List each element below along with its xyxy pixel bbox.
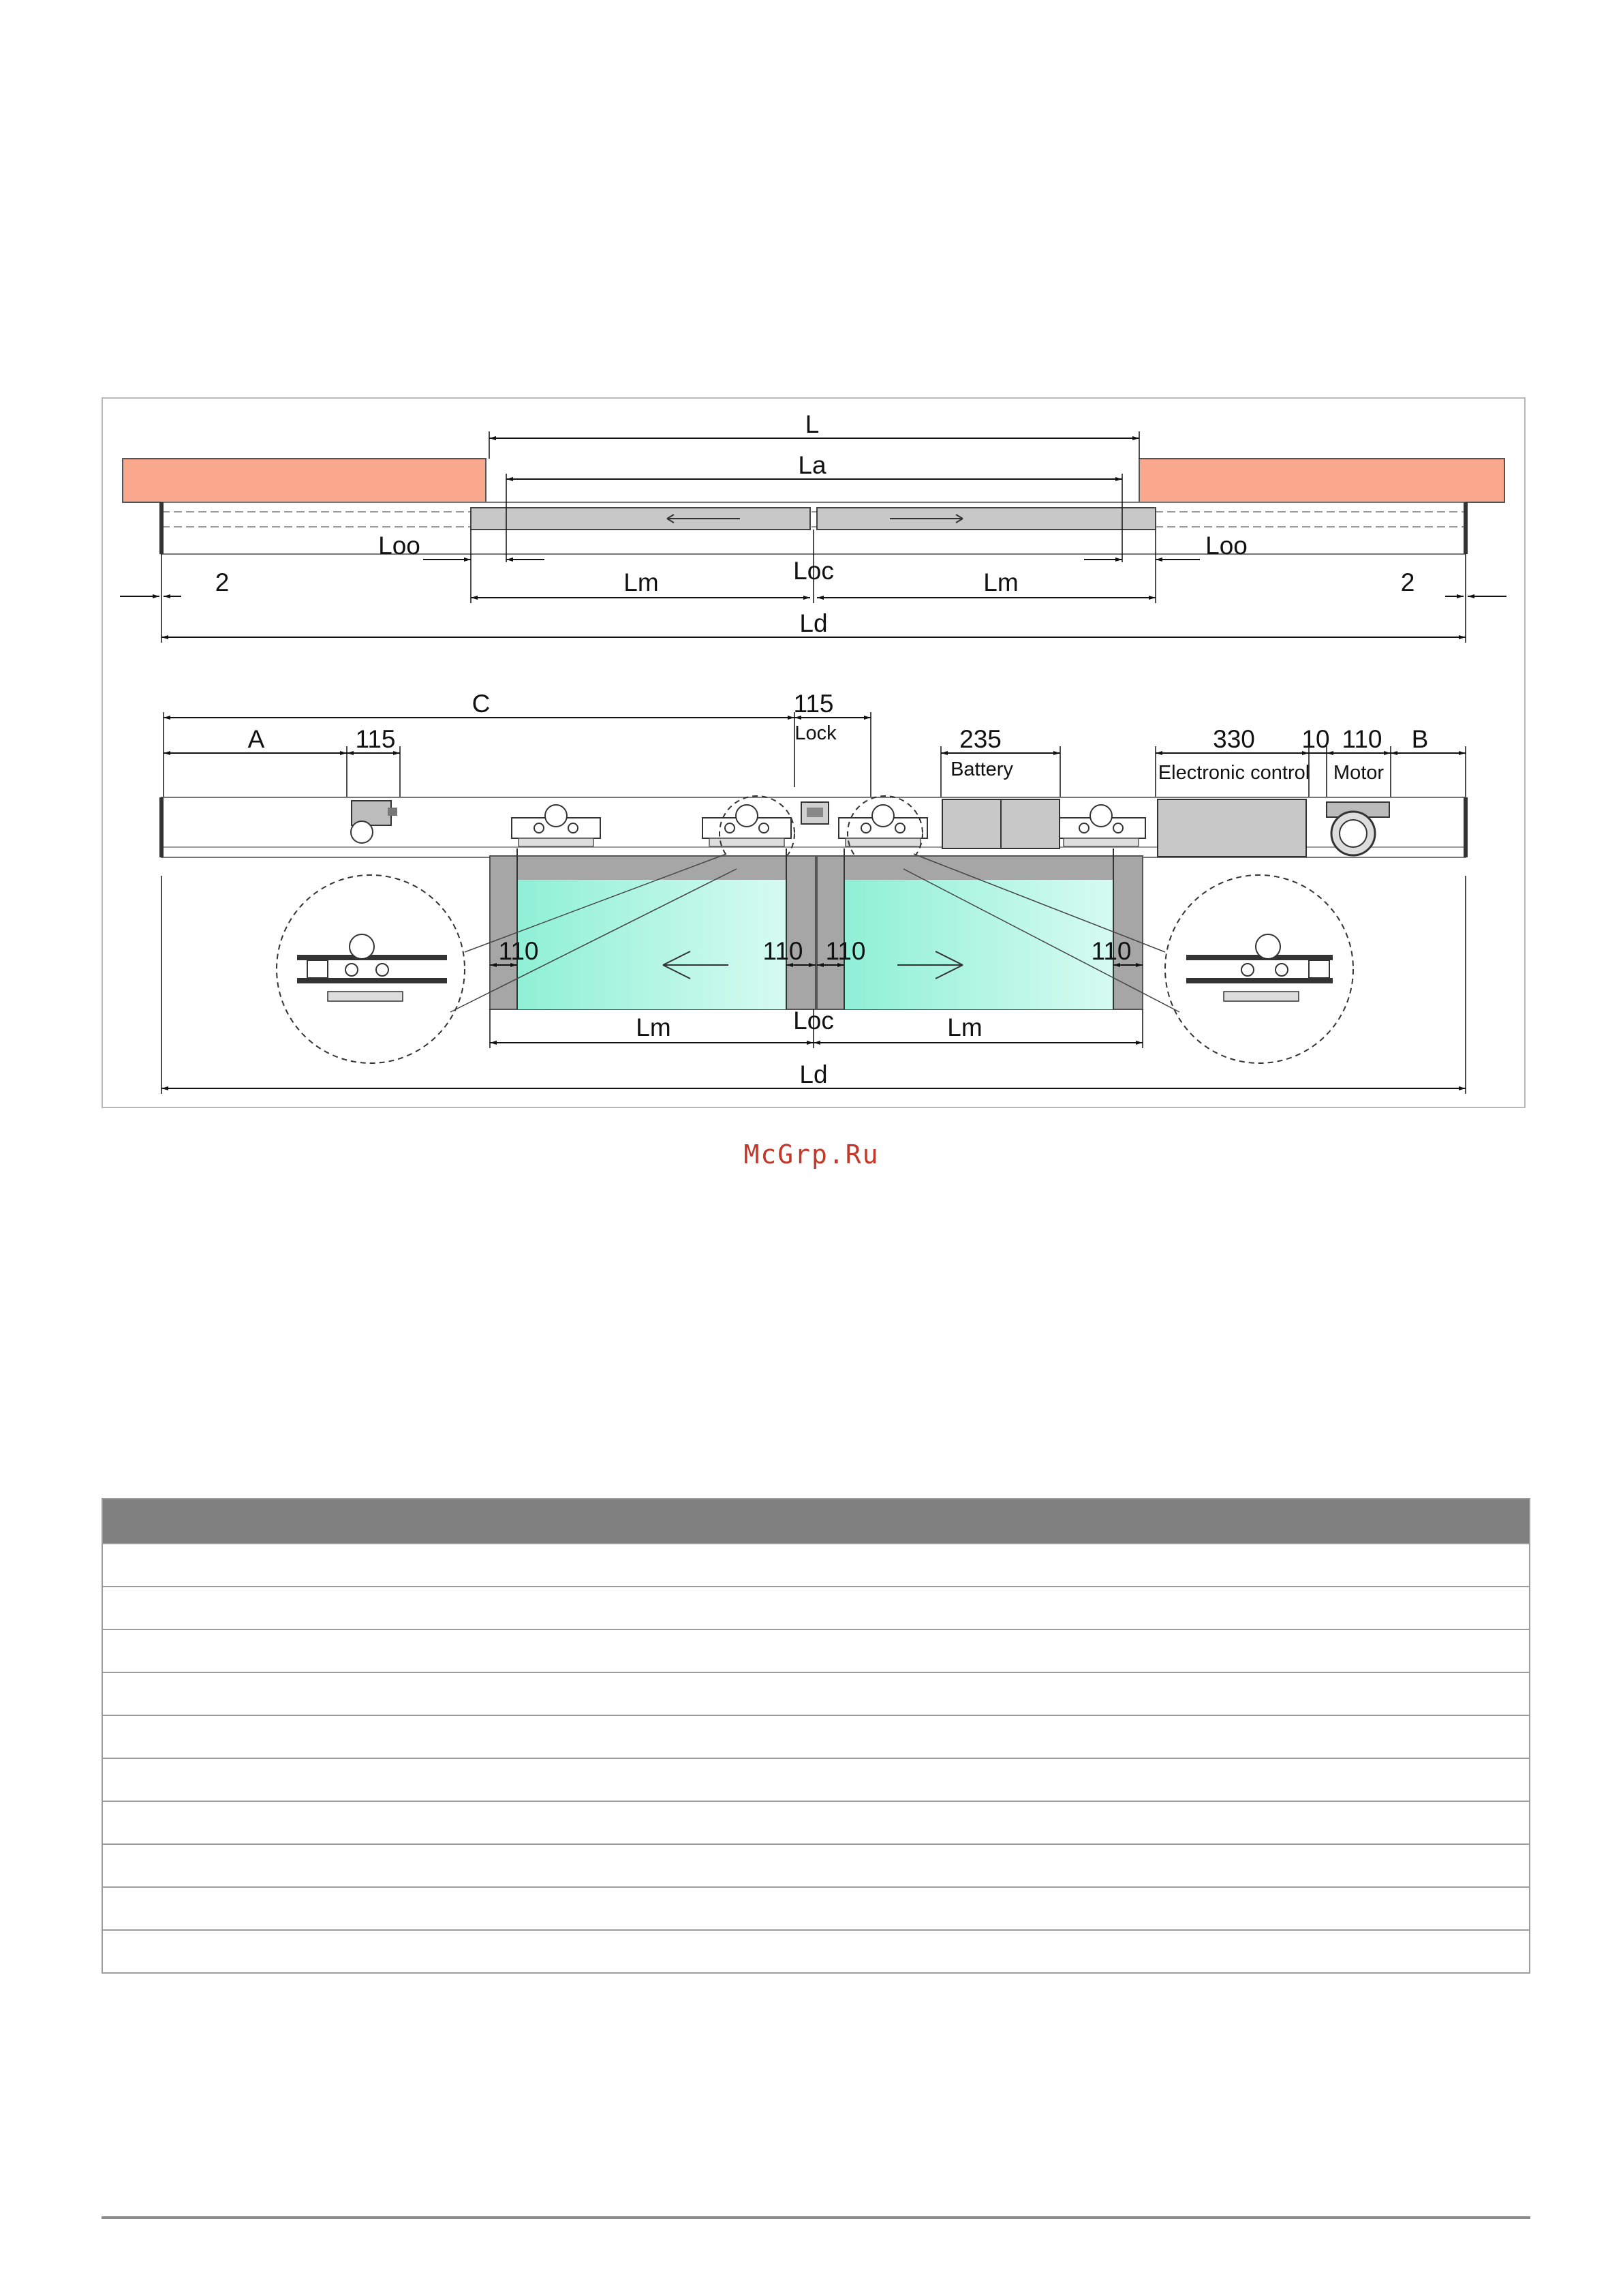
- dim-10: 10: [1301, 725, 1330, 753]
- dim-Lm-left: Lm: [623, 568, 659, 596]
- table-row: [102, 1544, 1530, 1587]
- table-cell: [102, 1544, 1530, 1587]
- label-lock: Lock: [794, 722, 837, 744]
- dim-330: 330: [1213, 725, 1255, 753]
- table-cell: [102, 1844, 1530, 1887]
- footer-rule: [102, 2216, 1530, 2219]
- wall-left: [123, 459, 486, 502]
- table-row: [102, 1844, 1530, 1887]
- table-header-row: [102, 1499, 1530, 1544]
- table-row: [102, 1629, 1530, 1672]
- table-row: [102, 1887, 1530, 1930]
- wall-right: [1139, 459, 1504, 502]
- door-leaf-left: [490, 856, 816, 1009]
- dim-110-4: 110: [1091, 937, 1132, 965]
- dim-110-1: 110: [498, 937, 539, 965]
- dim-Lm-right-front: Lm: [947, 1013, 983, 1041]
- dim-B: B: [1411, 725, 1429, 753]
- spec-table: [102, 1498, 1530, 1974]
- table-cell: [102, 1587, 1530, 1629]
- dim-La: La: [798, 451, 826, 479]
- dim-2-right: 2: [1400, 568, 1415, 596]
- dim-A: A: [247, 725, 265, 753]
- table-row: [102, 1758, 1530, 1801]
- dim-Lm-right: Lm: [983, 568, 1019, 596]
- label-electronic-control: Electronic control: [1158, 762, 1310, 784]
- label-motor: Motor: [1333, 762, 1385, 784]
- battery-icon: [942, 799, 1060, 848]
- dim-C: C: [472, 690, 491, 718]
- front-view: [159, 690, 1468, 1094]
- table-cell: [102, 1629, 1530, 1672]
- dim-115-a: 115: [355, 725, 396, 753]
- door-operator-diagram: [103, 399, 1527, 1109]
- dim-Loo-right: Loo: [1205, 532, 1248, 560]
- end-cap-right: [1464, 502, 1468, 554]
- diagram-frame: [102, 397, 1526, 1108]
- sliding-leaf-left: [471, 508, 810, 530]
- dim-235: 235: [959, 725, 1002, 753]
- table-row: [102, 1587, 1530, 1629]
- table-cell: [102, 1801, 1530, 1844]
- end-cap-left: [159, 502, 164, 554]
- top-view: [120, 410, 1506, 643]
- dim-Ld-top: Ld: [799, 609, 828, 637]
- table-header-cell: [102, 1499, 1530, 1544]
- dim-Lm-left-front: Lm: [636, 1013, 671, 1041]
- lock-unit-icon: [801, 802, 829, 824]
- label-battery: Battery: [950, 759, 1013, 780]
- dim-110-3: 110: [825, 937, 866, 965]
- watermark: McGrp.Ru: [743, 1139, 880, 1169]
- dim-Ld-front: Ld: [799, 1060, 828, 1088]
- table-row: [102, 1801, 1530, 1844]
- table-row: [102, 1715, 1530, 1758]
- dim-2-left: 2: [215, 568, 230, 596]
- electronic-control-unit: [1158, 799, 1306, 857]
- door-leaf-right: [817, 856, 1143, 1009]
- sliding-leaf-right: [817, 508, 1156, 530]
- table-cell: [102, 1672, 1530, 1715]
- table-row: [102, 1930, 1530, 1973]
- dim-L: L: [805, 410, 820, 438]
- dim-Loc-front: Loc: [793, 1007, 834, 1035]
- dim-110-motor: 110: [1342, 725, 1382, 753]
- table-cell: [102, 1930, 1530, 1973]
- table-cell: [102, 1715, 1530, 1758]
- table-cell: [102, 1758, 1530, 1801]
- dim-110-2: 110: [762, 937, 803, 965]
- dim-Loo-left: Loo: [378, 532, 420, 560]
- dim-Loc: Loc: [793, 557, 834, 585]
- dim-115-lock: 115: [793, 690, 834, 718]
- table-cell: [102, 1887, 1530, 1930]
- table-row: [102, 1672, 1530, 1715]
